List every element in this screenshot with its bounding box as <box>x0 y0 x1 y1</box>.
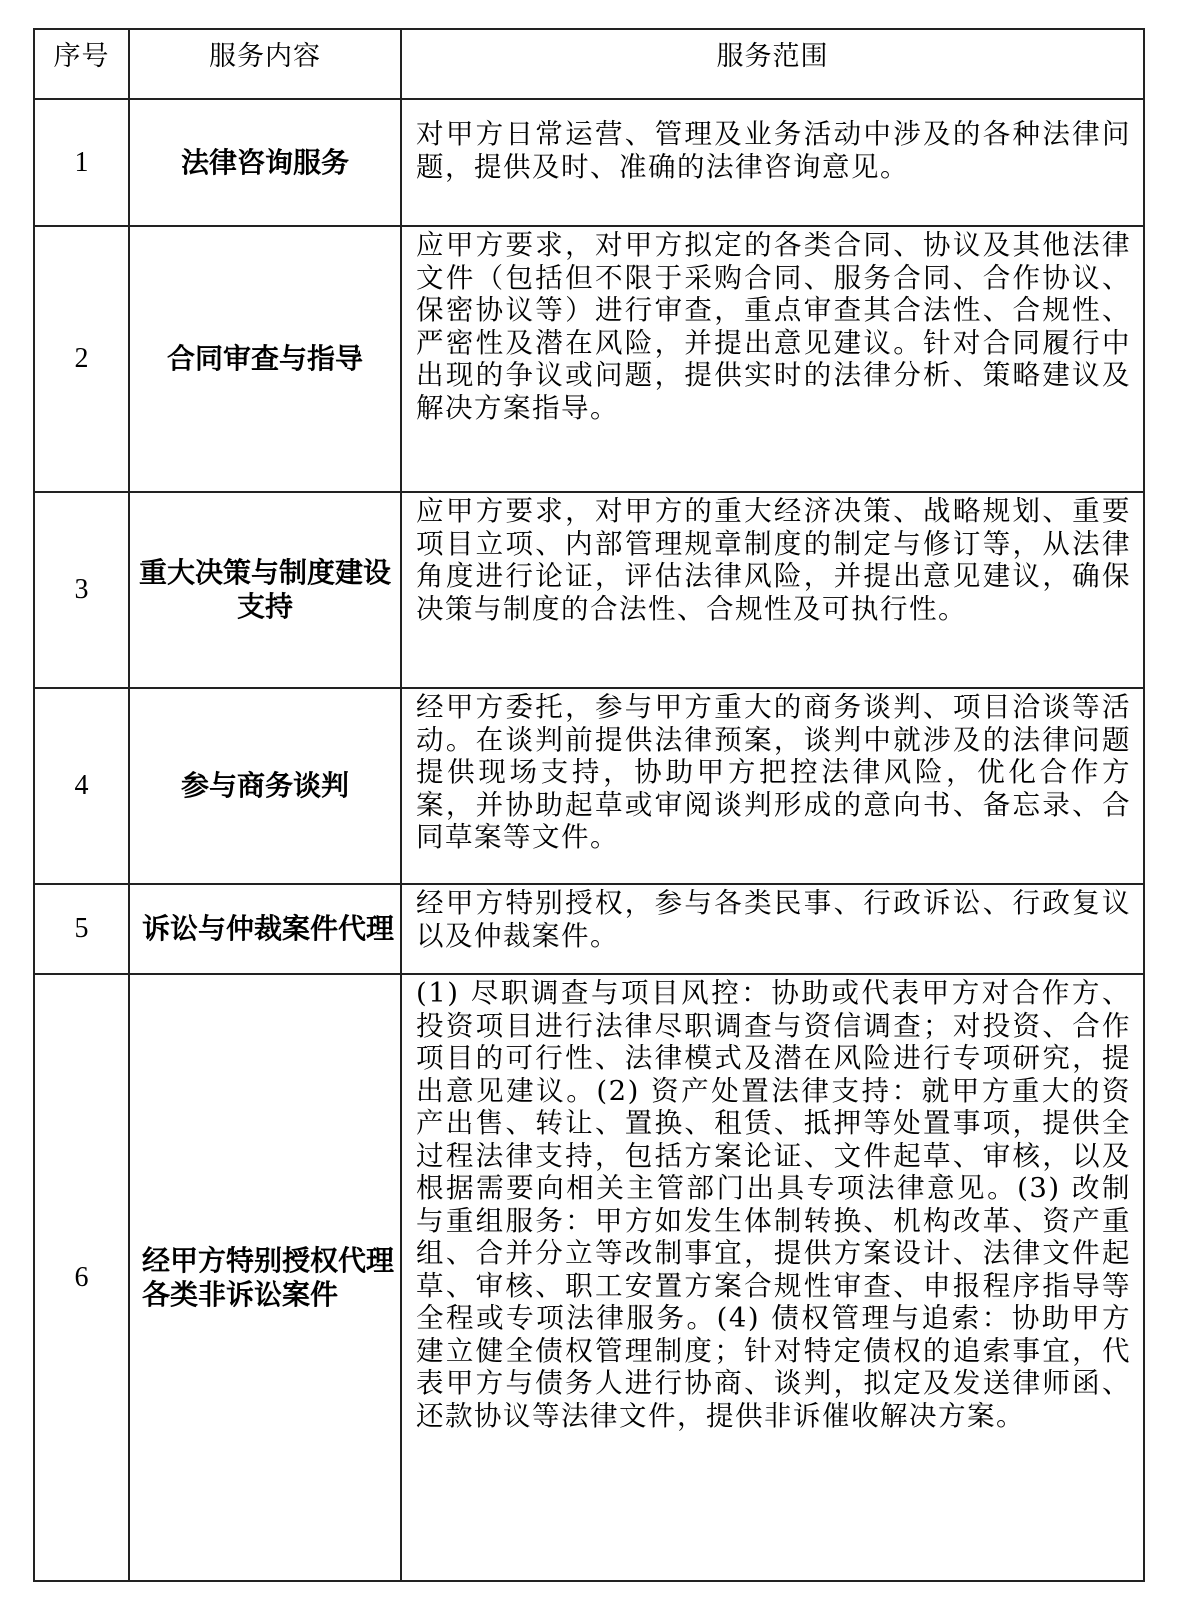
service-scope: 应甲方要求，对甲方拟定的各类合同、协议及其他法律文件（包括但不限于采购合同、服务合同、合作协议、保密协议等）进行审查，重点审查其合法性、合规性、严密性及潜在风险，并提出意见建议。针对合同履行中出现的争议或问题，提供实时的法律分析、策略建议及解决方案指导。 <box>401 226 1144 492</box>
header-row <box>34 29 1144 99</box>
service-name: 经甲方特别授权代理各类非诉讼案件 <box>129 974 401 1581</box>
service-scope: 对甲方日常运营、管理及业务活动中涉及的各种法律问题，提供及时、准确的法律咨询意见。 <box>401 99 1144 226</box>
service-scope: 应甲方要求，对甲方的重大经济决策、战略规划、重要项目立项、内部管理规章制度的制定与修订等，从法律角度进行论证，评估法律风险，并提出意见建议，确保决策与制度的合法性、合规性及可执行性。 <box>401 492 1144 688</box>
header-service-content: 服务内容 <box>129 29 401 99</box>
row-number: 4 <box>34 688 129 884</box>
service-table <box>33 28 1145 1582</box>
table-row <box>34 226 1144 492</box>
service-scope: 经甲方委托，参与甲方重大的商务谈判、项目洽谈等活动。在谈判前提供法律预案，谈判中就涉及的法律问题提供现场支持，协助甲方把控法律风险，优化合作方案，并协助起草或审阅谈判形成的意向书、备忘录、合同草案等文件。 <box>401 688 1144 884</box>
row-number: 5 <box>34 884 129 974</box>
row-number: 1 <box>34 99 129 226</box>
service-name: 法律咨询服务 <box>129 99 401 226</box>
row-number: 3 <box>34 492 129 688</box>
table-row <box>34 99 1144 226</box>
service-scope: (1) 尽职调查与项目风控：协助或代表甲方对合作方、投资项目进行法律尽职调查与资信调查；对投资、合作项目的可行性、法律模式及潜在风险进行专项研究，提出意见建议。(2) 资产处置法律支持：就甲方重大的资产出售、转让、置换、租赁、抵押等处置事项，提供全过程法律支持，包括方案论证、文件起草、审核，以及根据需要向相关主管部门出具专项法律意见。(3) 改制与重组服务：甲方如发生体制转换、机构改革、资产重组、合并分立等改制事宜，提供方案设计、法律文件起草、审核、职工安置方案合规性审查、申报程序指导等全程或专项法律服务。(4) 债权管理与追索：协助甲方建立健全债权管理制度；针对特定债权的追索事宜，代表甲方与债务人进行协商、谈判，拟定及发送律师函、还款协议等法律文件，提供非诉催收解决方案。 <box>401 974 1144 1581</box>
service-name: 重大决策与制度建设支持 <box>129 492 401 688</box>
service-scope: 经甲方特别授权，参与各类民事、行政诉讼、行政复议以及仲裁案件。 <box>401 884 1144 974</box>
row-number: 6 <box>34 974 129 1581</box>
header-service-scope: 服务范围 <box>401 29 1144 99</box>
row-number: 2 <box>34 226 129 492</box>
service-name: 合同审查与指导 <box>129 226 401 492</box>
table-row <box>34 492 1144 688</box>
table-row <box>34 884 1144 974</box>
service-name: 参与商务谈判 <box>129 688 401 884</box>
table-row <box>34 688 1144 884</box>
service-name: 诉讼与仲裁案件代理 <box>129 884 401 974</box>
header-number: 序号 <box>34 29 129 99</box>
table-row <box>34 974 1144 1581</box>
